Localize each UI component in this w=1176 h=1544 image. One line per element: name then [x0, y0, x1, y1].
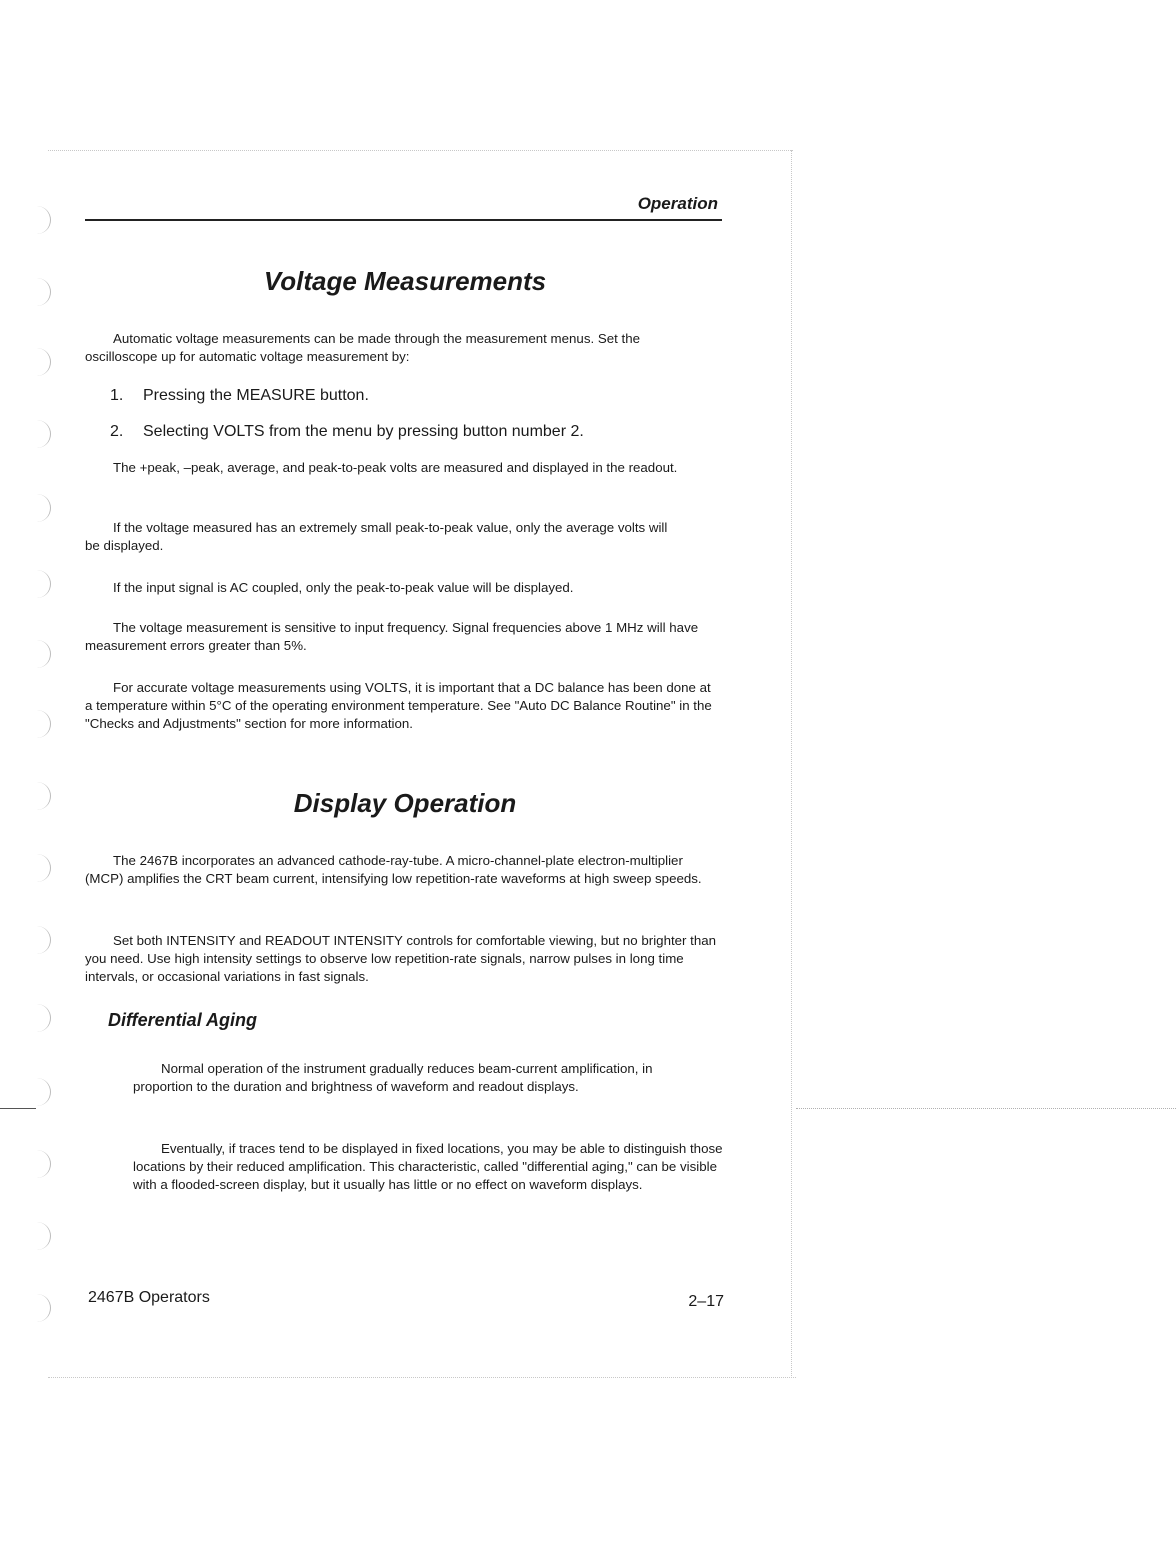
header-rule: [85, 219, 722, 221]
section-title-display: Display Operation: [293, 788, 517, 818]
scan-frame-right: [791, 150, 792, 1378]
body-paragraph: The +peak, –peak, average, and peak-to-peak volts are measured and displayed in the readout.: [113, 460, 678, 475]
binder-hole-mark: [36, 926, 51, 954]
body-paragraph: Set both INTENSITY and READOUT INTENSITY controls for comfortable viewing, but no brighter than you need. Use high intensity settings to observe low repetition-rate signals, narrow pulses in long time intervals, or occasional variations in fast signals.: [85, 933, 717, 984]
binder-hole-mark: [36, 782, 51, 810]
binder-hole-mark: [36, 206, 51, 234]
subsection-title-aging: Differential Aging: [108, 1010, 258, 1030]
scan-frame-bottom: [48, 1377, 796, 1378]
footer-manual-title: 2467B Operators: [88, 1289, 210, 1306]
scan-frame-top: [48, 150, 793, 151]
running-header: Operation: [637, 194, 718, 213]
list-item: [110, 423, 584, 441]
footer-page-number: 2–17: [688, 1293, 724, 1310]
body-paragraph: For accurate voltage measurements using VOLTS, it is important that a DC balance has been done at a temperature within 5°C of the operating environment temperature. See "Auto DC Balance Routine" in the "Checks and Adjustments" section for more information.: [85, 680, 712, 731]
binder-hole-mark: [36, 494, 51, 522]
list-item-number: 1.: [110, 387, 124, 404]
binder-hole-mark: [36, 1222, 51, 1250]
body-paragraph: If the voltage measured has an extremely small peak-to-peak value, only the average volts will be displayed.: [85, 520, 668, 553]
binder-hole-mark: [36, 710, 51, 738]
voltage-intro-paragraph: Automatic voltage measurements can be made through the measurement menus. Set the oscilloscope up for automatic voltage measurement by:: [85, 331, 640, 364]
binder-hole-mark: [36, 348, 51, 376]
body-paragraph: If the input signal is AC coupled, only the peak-to-peak value will be displayed.: [113, 580, 574, 595]
binder-hole-mark: [36, 570, 51, 598]
binder-hole-mark: [36, 640, 51, 668]
scan-edge-mark: [0, 1108, 36, 1109]
binder-hole-mark: [36, 278, 51, 306]
body-paragraph: The 2467B incorporates an advanced cathode-ray-tube. A micro-channel-plate electron-multiplier (MCP) amplifies the CRT beam current, intensifying low repetition-rate waveforms at high sweep speeds.: [85, 853, 702, 886]
section-title-voltage: Voltage Measurements: [263, 266, 547, 296]
body-paragraph: The voltage measurement is sensitive to input frequency. Signal frequencies above 1 MHz will have measurement errors greater than 5%.: [85, 620, 699, 653]
list-item-number: 2.: [110, 423, 124, 440]
binder-hole-mark: [36, 1078, 51, 1106]
list-item-text: Selecting VOLTS from the menu by pressing button number 2.: [143, 423, 584, 440]
binder-hole-mark: [36, 1150, 51, 1178]
scan-edge-line: [796, 1108, 1176, 1109]
binder-hole-mark: [36, 420, 51, 448]
binder-hole-mark: [36, 854, 51, 882]
body-paragraph: Normal operation of the instrument gradually reduces beam-current amplification, in proportion to the duration and brightness of waveform and readout displays.: [133, 1061, 653, 1094]
body-paragraph: Eventually, if traces tend to be displayed in fixed locations, you may be able to distinguish those locations by their reduced amplification. This characteristic, called "differential aging," can be visible with a flooded-screen display, but it usually has little or no effect on waveform displays.: [133, 1141, 723, 1192]
list-item-text: Pressing the MEASURE button.: [143, 387, 369, 404]
binder-hole-mark: [36, 1294, 51, 1322]
binder-hole-mark: [36, 1004, 51, 1032]
list-item: [110, 387, 369, 405]
